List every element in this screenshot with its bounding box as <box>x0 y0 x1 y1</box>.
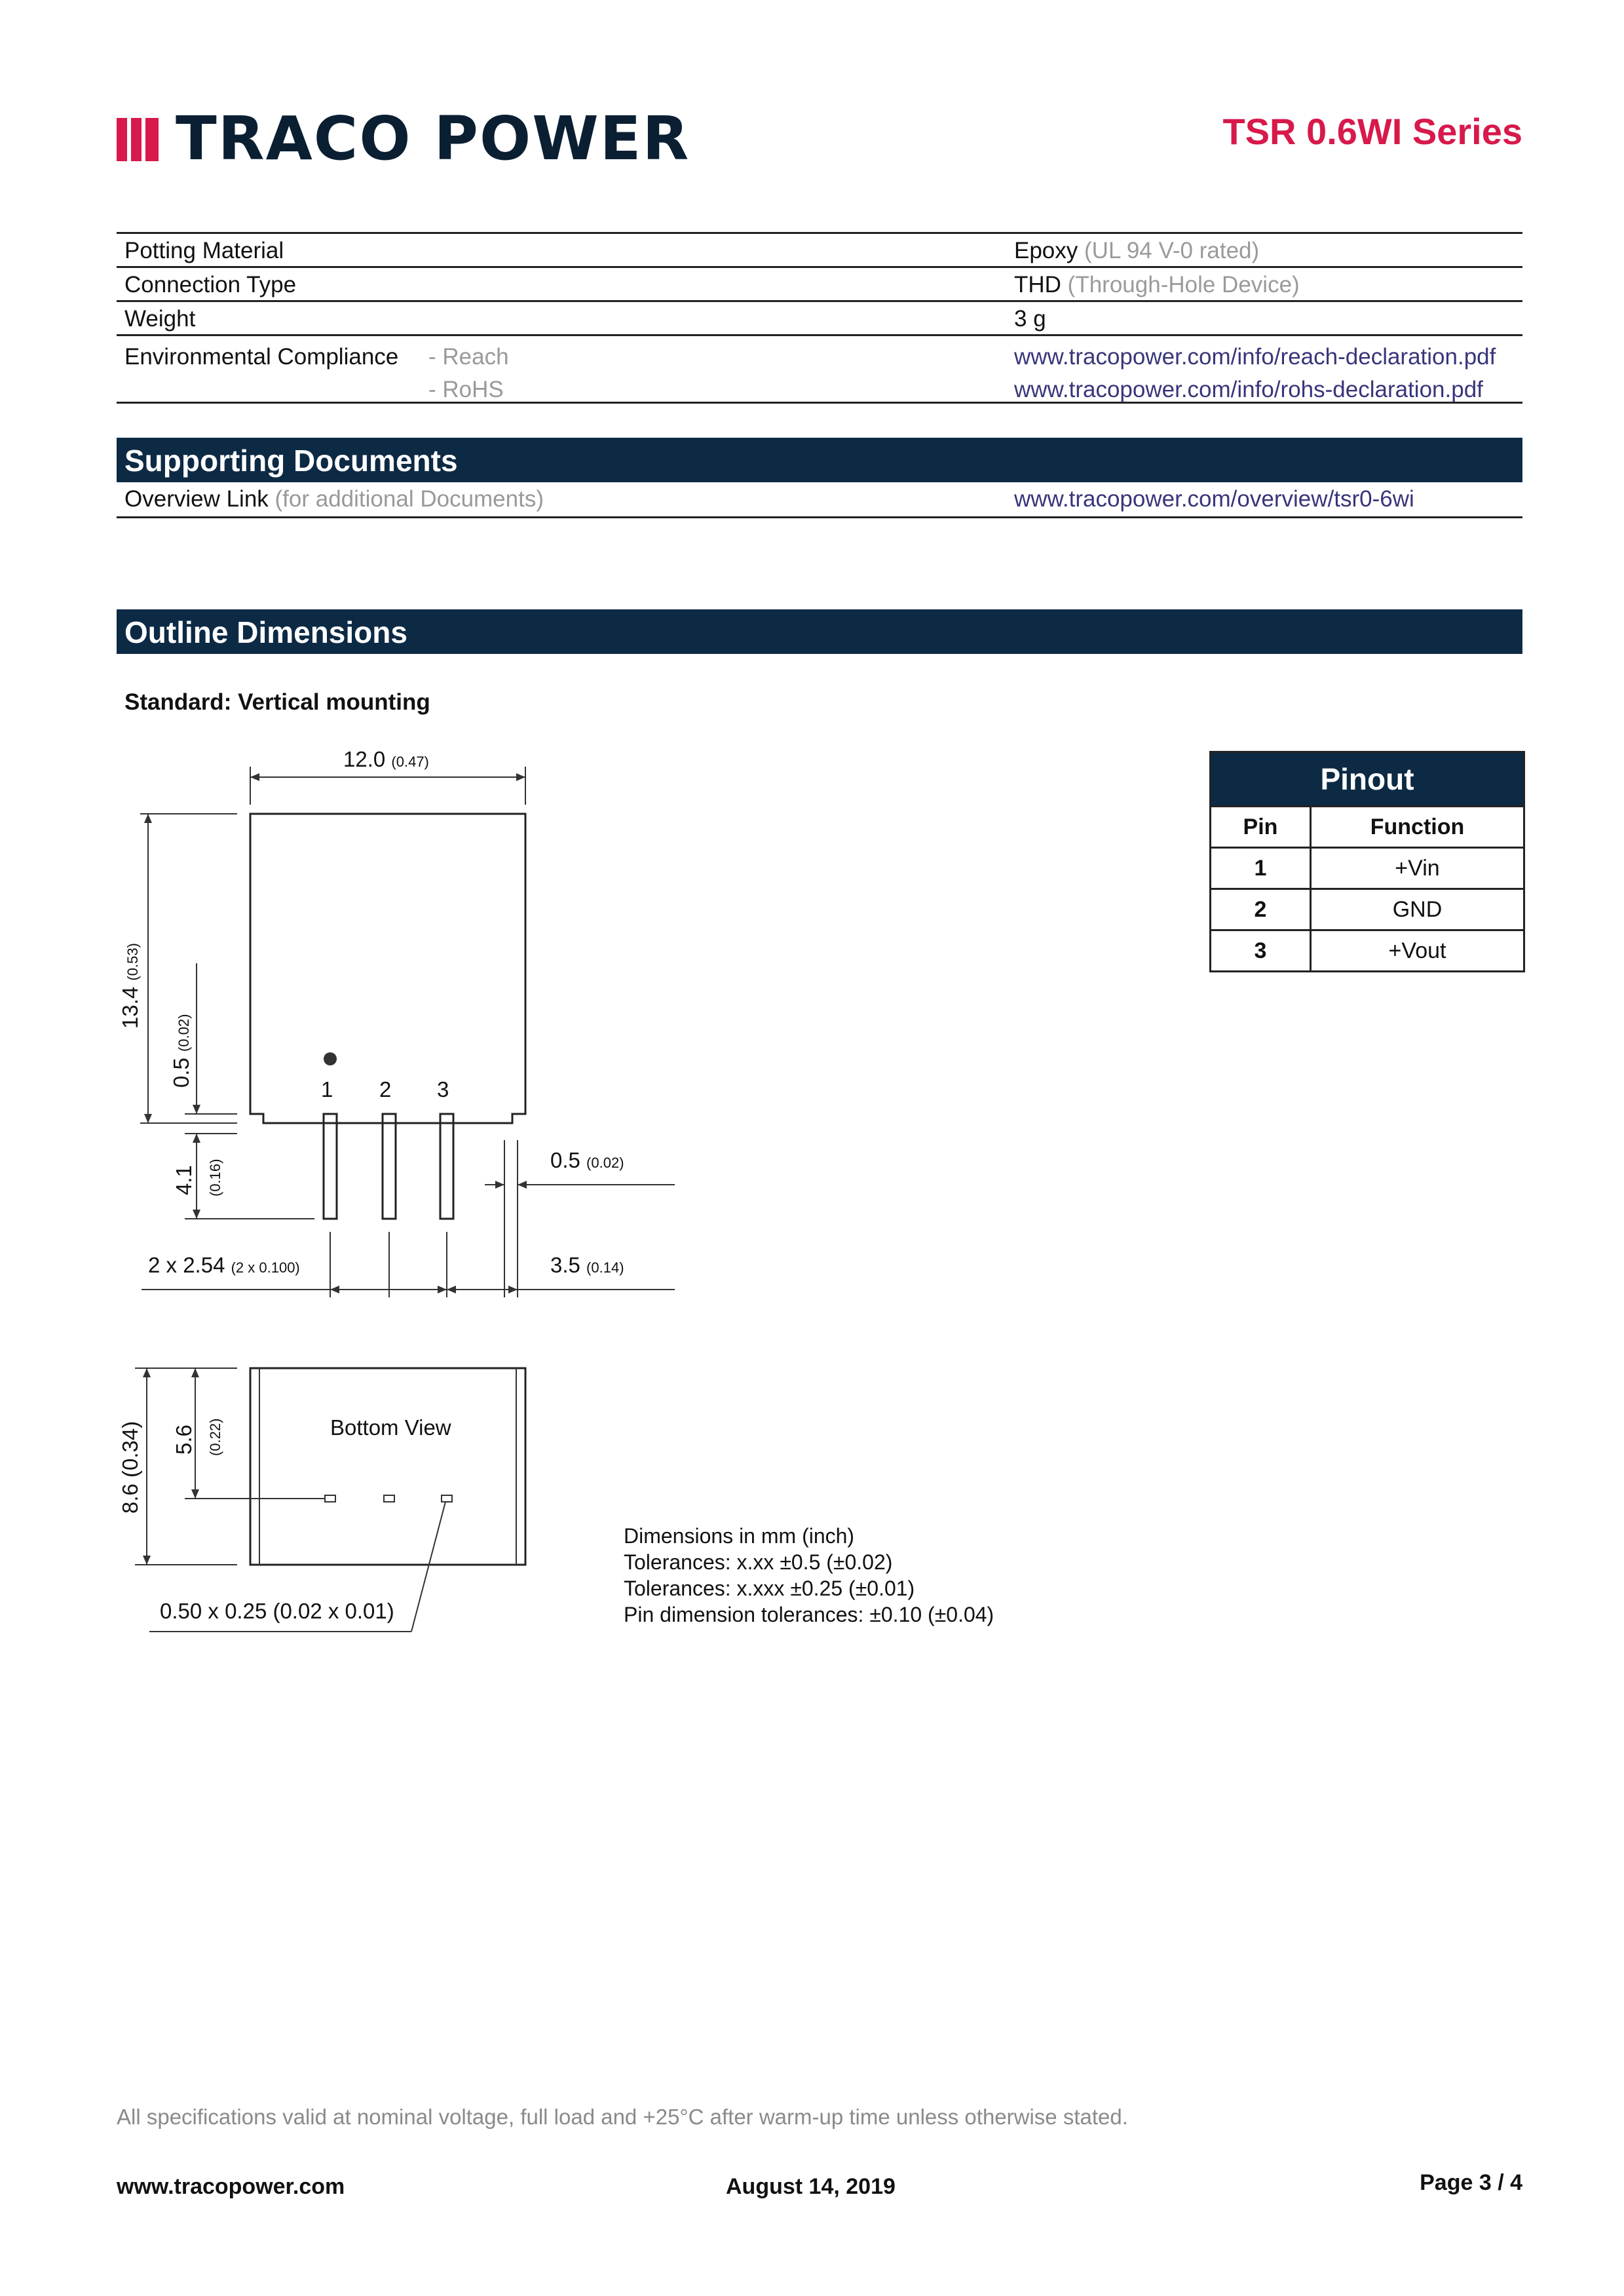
dim-width: 12.0 (0.47) <box>343 747 429 771</box>
pin-1 <box>324 1114 337 1219</box>
spec-label: Weight <box>124 306 196 332</box>
section-title: Outline Dimensions <box>124 615 407 649</box>
dim-depth: 8.6 (0.34) <box>118 1421 142 1514</box>
pinout-title: Pinout <box>1211 753 1523 805</box>
dim-pin-row: 5.6 <box>172 1425 196 1455</box>
dim-height: 13.4 (0.53) <box>118 943 142 1029</box>
note-line: Dimensions in mm (inch) <box>624 1524 855 1548</box>
note-line: Pin dimension tolerances: ±0.10 (±0.04) <box>624 1603 994 1626</box>
dim-offset: 0.5 (0.02) <box>169 1014 193 1088</box>
spec-value: 3 g <box>1014 306 1046 332</box>
outline-subhead: Standard: Vertical mounting <box>124 689 430 715</box>
dim-edge: 3.5 (0.14) <box>550 1253 624 1277</box>
dim-pin-row-inch: (0.22) <box>207 1418 223 1456</box>
table-row <box>1211 888 1523 929</box>
spec-value: Epoxy (UL 94 V-0 rated) <box>1014 238 1260 263</box>
spec-sub-reach: - Reach <box>428 344 509 370</box>
overview-label: Overview Link (for additional Documents) <box>124 486 544 512</box>
pin-number: 2 <box>1211 890 1312 929</box>
rohs-link[interactable]: www.tracopower.com/info/rohs-declaration.pdf <box>1014 377 1483 402</box>
dim-pad: 0.50 x 0.25 (0.02 x 0.01) <box>160 1599 394 1623</box>
pin-number: 3 <box>1211 931 1312 970</box>
dim-pin-width: 0.5 (0.02) <box>550 1148 624 1172</box>
dim-pitch: 2 x 2.54 (2 x 0.100) <box>148 1253 300 1277</box>
pin-label-2: 2 <box>379 1077 392 1101</box>
spec-sub-rohs: - RoHS <box>428 377 504 402</box>
reach-link[interactable]: www.tracopower.com/info/reach-declaration.pdf <box>1014 344 1496 370</box>
footer-date: August 14, 2019 <box>726 2174 896 2199</box>
spec-label: Connection Type <box>124 272 297 297</box>
pin-function: GND <box>1392 897 1443 922</box>
pin-label-1: 1 <box>321 1077 333 1101</box>
overview-link[interactable]: www.tracopower.com/overview/tsr0-6wi <box>1014 486 1414 512</box>
bottom-view-label: Bottom View <box>330 1415 451 1440</box>
footer-page: Page 3 / 4 <box>1420 2170 1522 2195</box>
series-title: TSR 0.6WI Series <box>1222 111 1522 152</box>
dimension-notes <box>624 1523 994 1628</box>
table-row <box>1211 929 1523 970</box>
pin-function: +Vin <box>1395 856 1440 881</box>
logo-text: TRACO POWER <box>176 104 690 174</box>
pin-number: 1 <box>1211 849 1312 888</box>
pinout-header-row <box>1211 805 1523 847</box>
note-line: Tolerances: x.xx ±0.5 (±0.02) <box>624 1550 893 1574</box>
pinout-table <box>1209 751 1525 972</box>
table-row <box>1211 847 1523 888</box>
section-title: Supporting Documents <box>124 444 458 478</box>
pin1-marker <box>324 1052 337 1065</box>
dim-pin-length-inch: (0.16) <box>207 1158 223 1196</box>
pin-header: Pin <box>1211 807 1312 847</box>
pin-label-3: 3 <box>437 1077 449 1101</box>
pin-2 <box>383 1114 396 1219</box>
function-header: Function <box>1370 814 1465 839</box>
footer-note: All specifications valid at nominal voltage, full load and +25°C after warm-up time unless otherwise stated. <box>117 2105 1128 2129</box>
note-line: Tolerances: x.xxx ±0.25 (±0.01) <box>624 1577 915 1600</box>
spec-label: Environmental Compliance <box>124 344 399 370</box>
dim-pin-length: 4.1 <box>172 1165 196 1195</box>
pin-function: +Vout <box>1388 938 1446 963</box>
footer-website[interactable]: www.tracopower.com <box>117 2174 345 2199</box>
spec-label: Potting Material <box>124 238 284 263</box>
pin-3 <box>440 1114 453 1219</box>
spec-value: THD (Through-Hole Device) <box>1014 272 1300 297</box>
